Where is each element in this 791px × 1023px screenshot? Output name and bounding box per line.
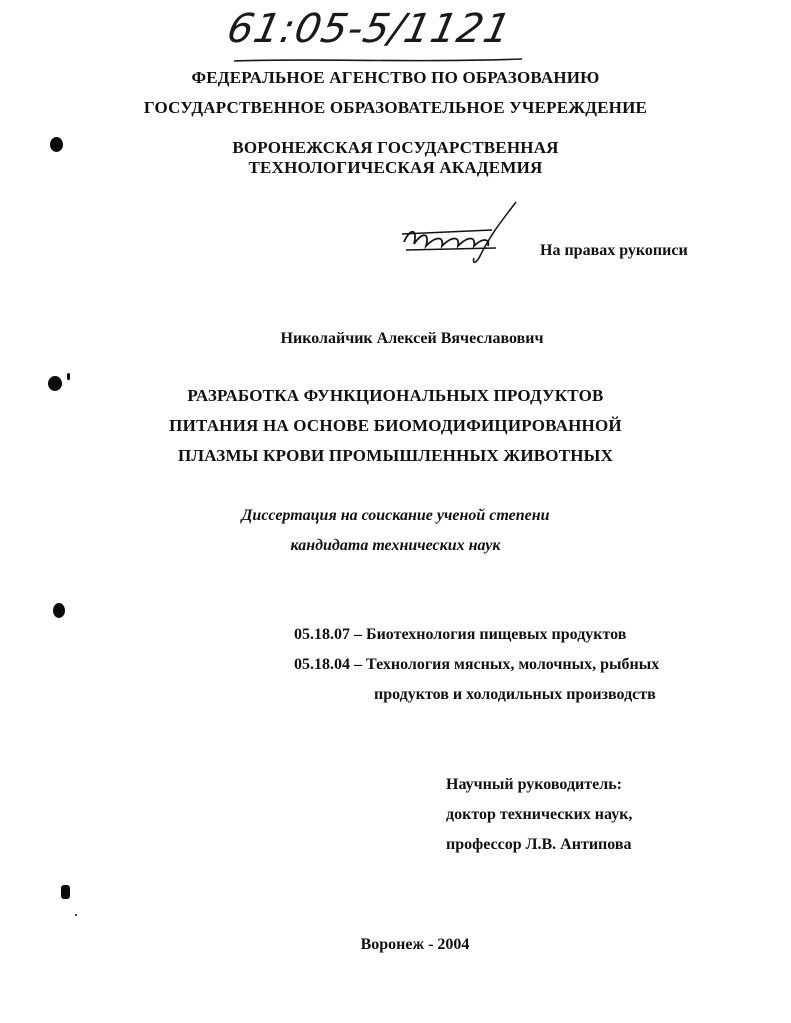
handwritten-underline: [230, 56, 530, 64]
binding-hole-mark: [50, 137, 63, 152]
specialty-1: 05.18.07 – Биотехнология пищевых продуктов: [294, 626, 627, 643]
supervisor-label: Научный руководитель:: [446, 776, 622, 793]
degree-line1: Диссертация на соискание ученой степени: [241, 507, 550, 524]
binding-hole-mark: [53, 603, 65, 618]
specialty-2: 05.18.04 – Технология мясных, молочных, рыбных: [294, 656, 660, 673]
dissertation-title-line3: ПЛАЗМЫ КРОВИ ПРОМЫШЛЕННЫХ ЖИВОТНЫХ: [177, 446, 614, 465]
agency-name: ФЕДЕРАЛЬНОЕ АГЕНСТВО ПО ОБРАЗОВАНИЮ: [191, 68, 600, 87]
institution-type: ГОСУДАРСТВЕННОЕ ОБРАЗОВАТЕЛЬНОЕ УЧЕРЕЖДЕНИЕ: [143, 98, 648, 117]
manuscript-rights: На правах рукописи: [540, 242, 688, 259]
binding-hole-mark: [48, 376, 62, 391]
supervisor-degree: доктор технических наук,: [446, 806, 633, 823]
author-name: Николайчик Алексей Вячеславович: [280, 330, 544, 347]
handwritten-archive-number: 61:05-5/1121: [223, 6, 516, 52]
city-year: Воронеж - 2004: [360, 936, 470, 953]
scan-speck: [75, 914, 77, 916]
academy-name-line1: ВОРОНЕЖСКАЯ ГОСУДАРСТВЕННАЯ: [232, 138, 559, 157]
supervisor-name: профессор Л.В. Антипова: [446, 836, 632, 853]
author-signature: [396, 198, 526, 268]
scan-speck: [67, 373, 70, 380]
specialty-2-continued: продуктов и холодильных производств: [374, 686, 656, 703]
binding-hole-mark: [61, 885, 70, 899]
dissertation-title-line1: РАЗРАБОТКА ФУНКЦИОНАЛЬНЫХ ПРОДУКТОВ: [187, 386, 604, 405]
dissertation-title-line2: ПИТАНИЯ НА ОСНОВЕ БИОМОДИФИЦИРОВАННОЙ: [169, 416, 622, 435]
degree-line2: кандидата технических наук: [290, 537, 501, 554]
academy-name-line2: ТЕХНОЛОГИЧЕСКАЯ АКАДЕМИЯ: [248, 158, 543, 177]
